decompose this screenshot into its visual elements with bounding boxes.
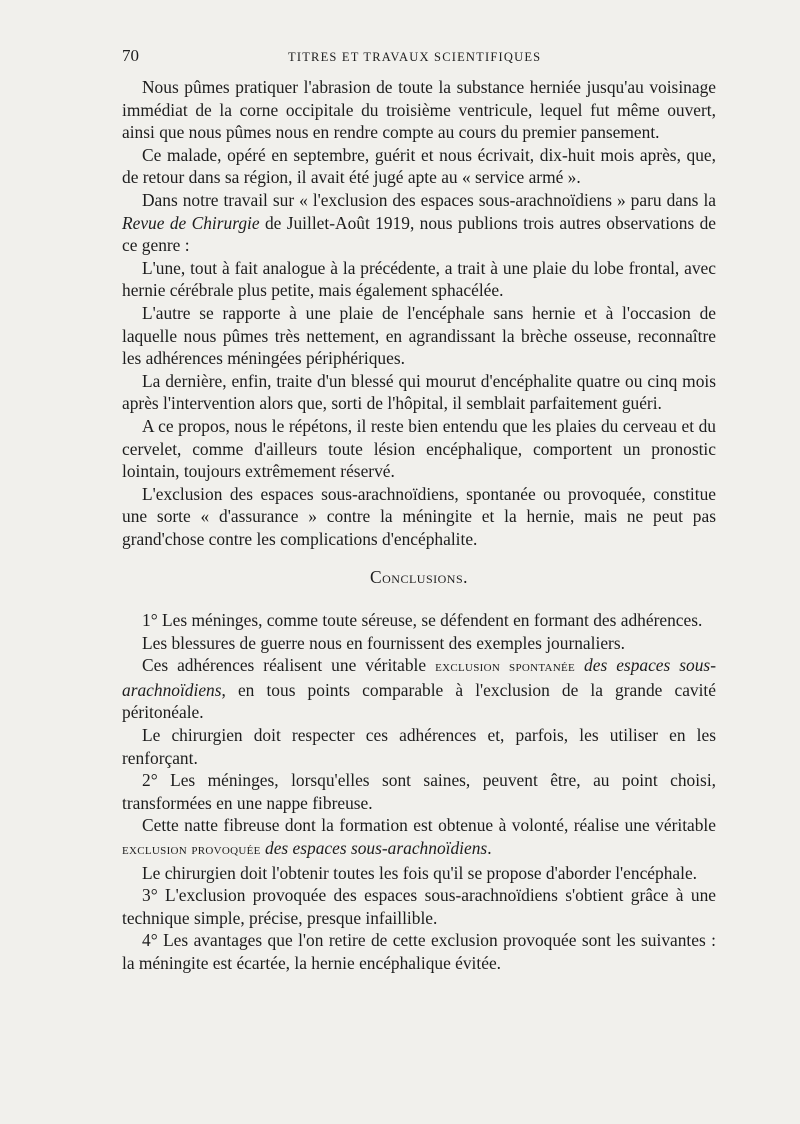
conclusion-paragraph: Les blessures de guerre nous en fournissent des exemples journaliers.: [142, 632, 625, 653]
paragraph-text: Ces adhérences réalisent une véritable: [142, 655, 436, 676]
paragraph-text: de Juillet-Août 1919, nous publions trois autres observations de ce genre :: [122, 212, 716, 256]
paragraph-text: Cette natte fibreuse dont la formation est obtenue à volonté, réalise une véritable: [142, 815, 716, 836]
paragraph: [122, 189, 716, 257]
conclusion-paragraph: Le chirurgien doit l'obtenir toutes les fois qu'il se propose d'aborder l'encéphale.: [142, 862, 698, 883]
conclusion-paragraph: Le chirurgien doit respecter ces adhérences et, parfois, les utiliser en les renforçant.: [122, 725, 716, 768]
paragraph: L'autre se rapporte à une plaie de l'encéphale sans hernie et à l'occasion de laquelle nous pûmes très nettement, en agrandissant la brèche osseuse, reconnaître les adhérences méningées périphériques.: [122, 302, 716, 369]
paragraph: Nous pûmes pratiquer l'abrasion de toute la substance herniée jusqu'au voisinage immédiat de la corne occipitale du troisième ventricule, lequel fut même ouvert, ainsi que nous pûmes nous en rendre compte au cours du premier pansement.: [122, 77, 716, 143]
italic-term: des espaces sous-arachnoïdiens: [260, 838, 488, 858]
paragraph: A ce propos, nous le répétons, il reste bien entendu que les plaies du cerveau et du cervelet, comme d'ailleurs toute lésion encéphalique, comportent un pronostic lointain, toujours extrêmement réservé.: [122, 415, 716, 482]
conclusion-paragraph: 3° L'exclusion provoquée des espaces sous-arachnoïdiens s'obtient grâce à une technique simple, précise, presque infaillible.: [122, 885, 716, 928]
journal-title: Revue de Chirurgie: [122, 212, 260, 233]
italic-term: des espaces sous-arachnoïdiens: [122, 655, 716, 700]
page-number: 70: [122, 46, 139, 65]
body-text: [122, 76, 716, 975]
paragraph-text: Dans notre travail sur « l'exclusion des espaces sous-arachnoïdiens » paru dans la: [142, 189, 716, 210]
paragraph-text: , en tous points comparable à l'exclusion de la grande cavité péritonéale.: [122, 679, 716, 723]
paragraph-text: .: [487, 838, 492, 858]
conclusion-paragraph: 4° Les avantages que l'on retire de cette exclusion provoquée sont les suivantes : la méningite est écartée, la hernie encéphalique évitée.: [122, 930, 716, 973]
small-caps-term: exclusion provoquée: [122, 841, 261, 858]
paragraph: L'exclusion des espaces sous-arachnoïdiens, spontanée ou provoquée, constitue une sorte « d'assurance » contre la méningite et la hernie, mais ne peut pas grand'chose contre les complications d'encéphalite.: [122, 483, 716, 549]
conclusion-paragraph: 1° Les méninges, comme toute séreuse, se défendent en formant des adhérences.: [142, 610, 703, 631]
section-title: Conclusions.: [370, 567, 468, 588]
small-caps-term: exclusion spontanée: [435, 658, 576, 676]
conclusion-paragraph: [122, 654, 716, 724]
page-header: [122, 46, 716, 70]
paragraph: L'une, tout à fait analogue à la précédente, a trait à une plaie du lobe frontal, avec hernie cérébrale plus petite, mais également sphacélée.: [122, 257, 716, 301]
paragraph: La dernière, enfin, traite d'un blessé qui mourut d'encéphalite quatre ou cinq mois après l'intervention alors que, sorti de l'hôpital, il semblait parfaitement guéri.: [122, 370, 716, 414]
conclusion-paragraph: 2° Les méninges, lorsqu'elles sont saines, peuvent être, au point choisi, transformées en une nappe fibreuse.: [122, 770, 716, 813]
conclusion-paragraph: [122, 814, 716, 861]
paragraph: Ce malade, opéré en septembre, guérit et nous écrivait, dix-huit mois après, que, de retour dans sa région, il avait été jugé apte au « service armé ».: [122, 144, 716, 188]
running-title: TITRES ET TRAVAUX SCIENTIFIQUES: [288, 50, 542, 64]
